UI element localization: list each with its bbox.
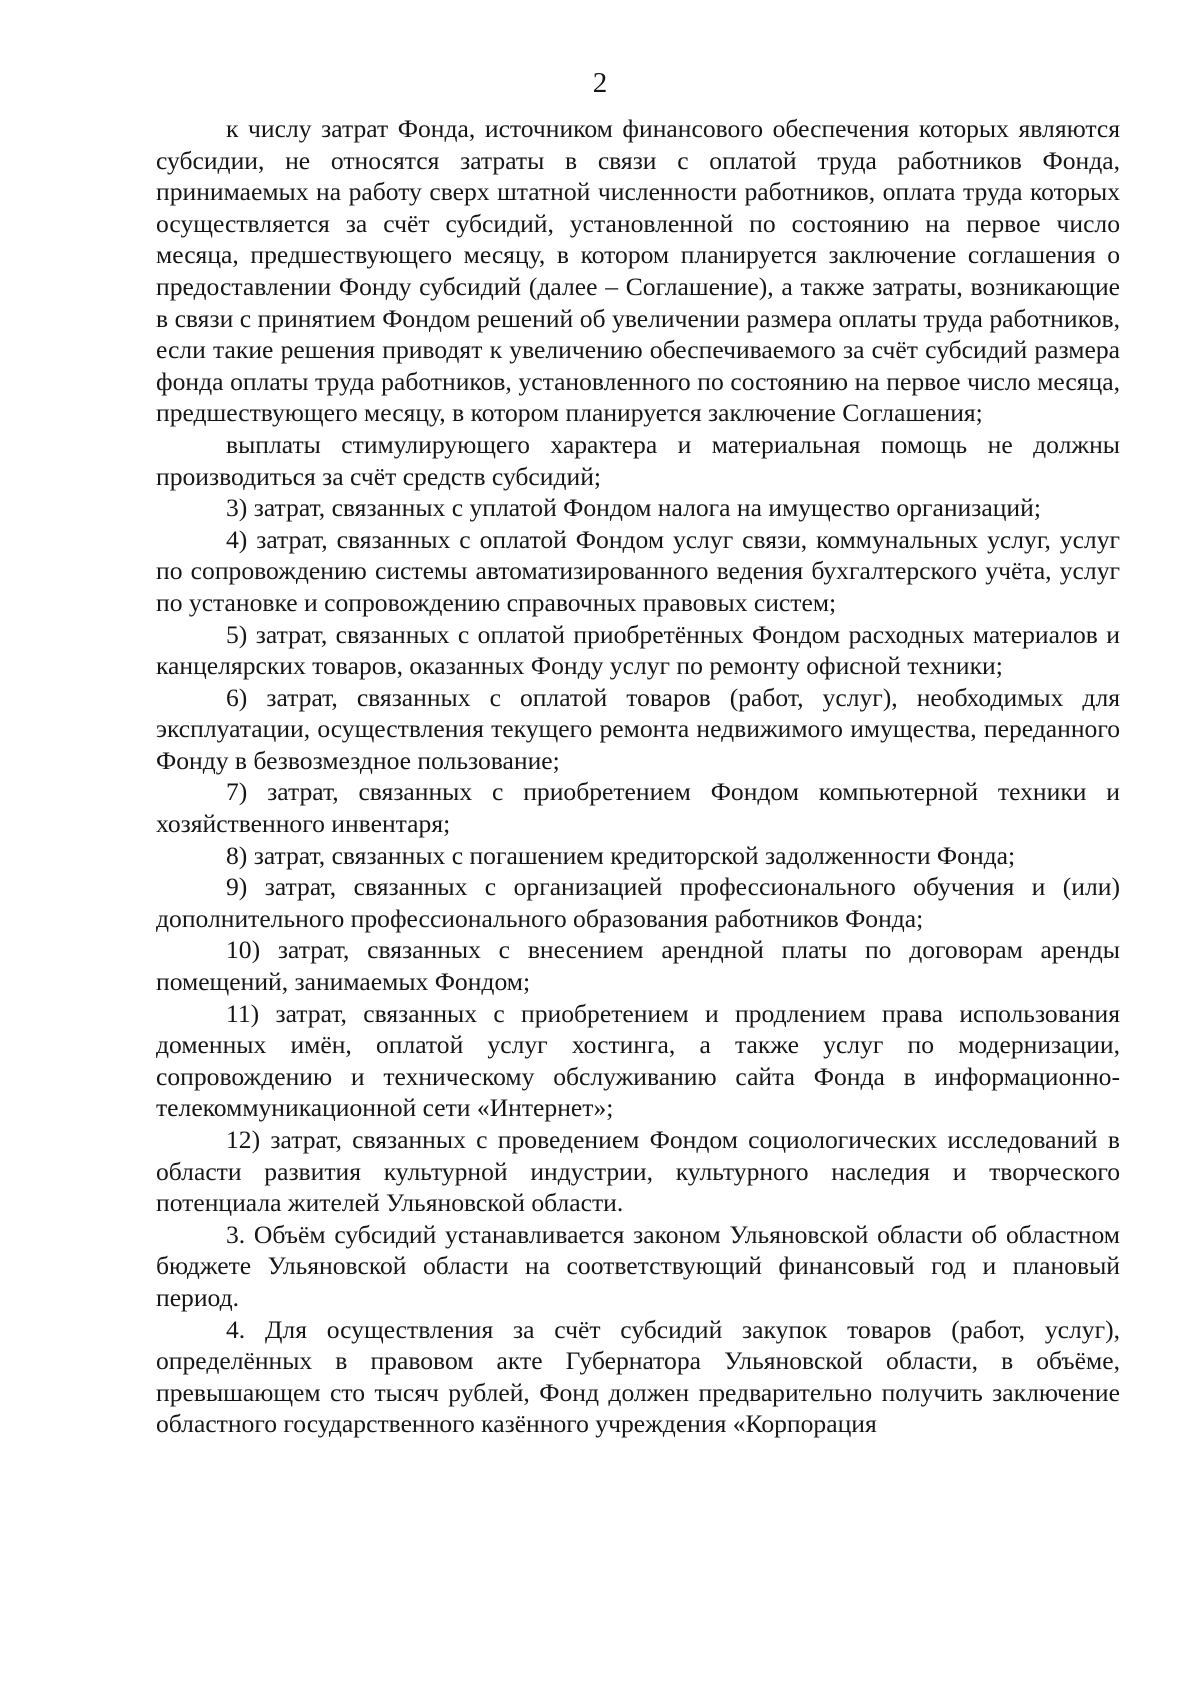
paragraph-item-9: 9) затрат, связанных с организацией профессионального обучения и (или) дополнительного профессионального образования работников Фонда; (156, 872, 1120, 933)
paragraph-item-11: 11) затрат, связанных с приобретением и продлением права использования доменных имён, оплатой услуг хостинга, а также услуг по модернизации, сопровождению и техническому обслуживанию сайта Фонда в информационно-телекоммуникационной сети «Интернет»; (156, 998, 1120, 1123)
paragraph-item-10: 10) затрат, связанных с внесением арендной платы по договорам аренды помещений, занимаемых Фондом; (156, 935, 1120, 997)
paragraph-clause-continuation: к числу затрат Фонда, источником финансового обеспечения которых являются субсидии, не относятся затраты в связи с оплатой труда работников Фонда, принимаемых на работу сверх штатной численности работников, оплата труда которых осуществляется за счёт субсидий, установленной по состоянию на первое число месяца, предшествующего месяцу, в котором планируется заключение соглашения о предоставлении Фонду субсидий (далее – Соглашение), а также затраты, возникающие в связи с принятием Фондом решений об увеличении размера оплаты труда работников, если такие решения приводят к увеличению обеспечиваемого за счёт субсидий размера фонда оплаты труда работников, установленного по состоянию на первое число месяца, предшествующего месяцу, в котором планируется заключение Соглашения; (156, 114, 1120, 428)
paragraph-section-3: 3. Объём субсидий устанавливается законом Ульяновской области об областном бюджете Ульяновской области на соответствующий финансовый год и плановый период. (156, 1219, 1120, 1312)
document-body (156, 113, 1120, 1440)
paragraph-item-7: 7) затрат, связанных с приобретением Фондом компьютерной техники и хозяйственного инвентаря; (156, 777, 1120, 839)
paragraph-item-8: 8) затрат, связанных с погашением кредиторской задолженности Фонда; (226, 840, 1016, 870)
paragraph-item-12: 12) затрат, связанных с проведением Фондом социологических исследований в области развития культурной индустрии, культурного наследия и творческого потенциала жителей Ульяновской области. (156, 1125, 1120, 1218)
paragraph-item-5: 5) затрат, связанных с оплатой приобретённых Фондом расходных материалов и канцелярских товаров, оказанных Фонду услуг по ремонту офисной техники; (156, 619, 1120, 681)
page-number: 2 (592, 67, 608, 99)
paragraph-incentive-payments: выплаты стимулирующего характера и материальная помощь не должны производиться за счёт средств субсидий; (156, 429, 1120, 491)
paragraph-item-4: 4) затрат, связанных с оплатой Фондом услуг связи, коммунальных услуг, услуг по сопровождению системы автоматизированного ведения бухгалтерского учёта, услуг по установке и сопровождению справочных правовых систем; (156, 524, 1120, 617)
paragraph-item-3: 3) затрат, связанных с уплатой Фондом налога на имущество организаций; (226, 493, 1041, 523)
paragraph-item-6: 6) затрат, связанных с оплатой товаров (работ, услуг), необходимых для эксплуатации, осуществления текущего ремонта недвижимого имущества, переданного Фонду в безвозмездное пользование; (156, 682, 1120, 775)
paragraph-section-4: 4. Для осуществления за счёт субсидий закупок товаров (работ, услуг), определённых в правовом акте Губернатора Ульяновской области, в объёме, превышающем сто тысяч рублей, Фонд должен предварительно получить заключение областного государственного казённого учреждения «Корпорация (156, 1314, 1120, 1439)
